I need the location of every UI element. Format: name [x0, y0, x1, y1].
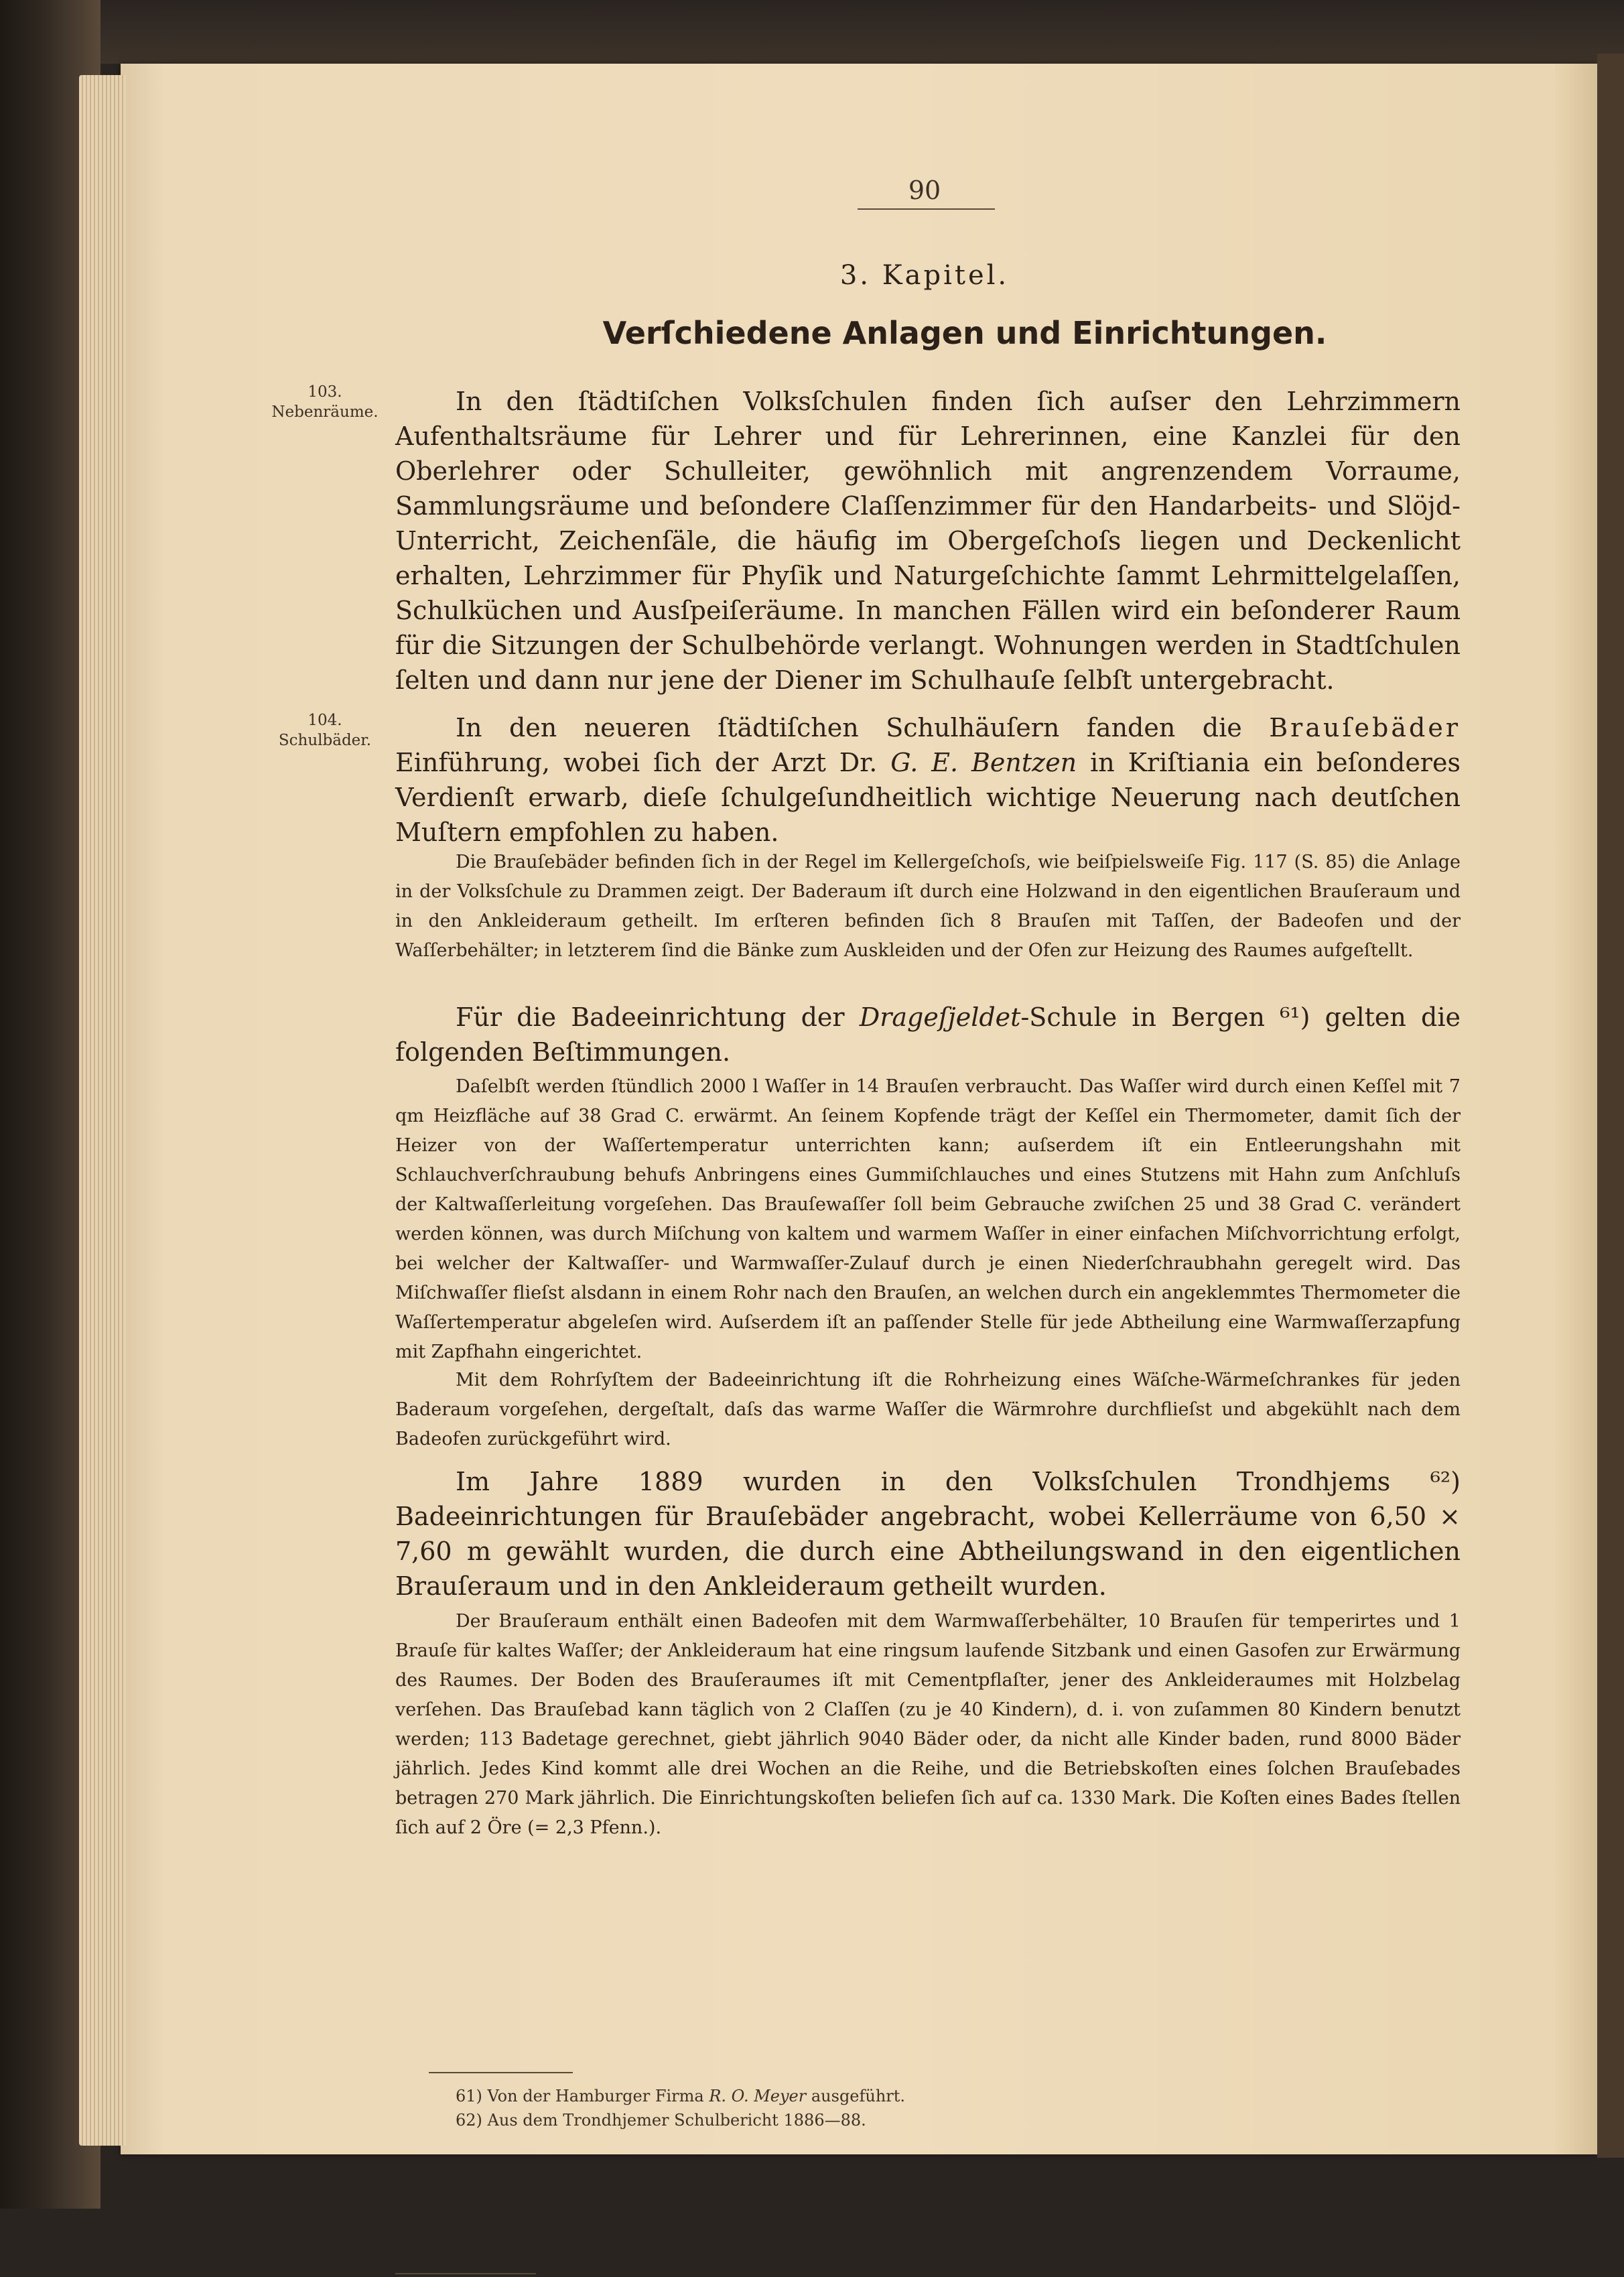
footnote-text: Aus dem Trondhjemer Schulbericht 1886—88.: [487, 2111, 866, 2130]
page-number-rule: [858, 208, 995, 210]
footnote-61: [456, 2084, 1461, 2108]
school-name: Drageſjeldet: [859, 1002, 1021, 1032]
small-paragraph-daselbst: [395, 1072, 1461, 1367]
scan-right-edge: [1597, 54, 1624, 2158]
footnote-rule: [395, 2273, 536, 2274]
scan-top-edge: [0, 0, 1624, 64]
small-paragraph-rohrsystem: [395, 1366, 1461, 1454]
small-text: Der Brauſeraum enthält einen Badeofen mit dem Warmwaſſerbehälter, 10 Brauſen für temperirtes und 1 Brauſe für kaltes Waſſer; der Ankleideraum hat eine ringsum laufende Sitzbank und einen Gasofen zur Erwärmung des Raumes. Der Boden des Brauſeraumes iſt mit Cementpflaſter, jener des Ankleideraumes mit Holzbelag verſehen. Das Brauſebad kann täglich von 2 Claſſen (zu je 40 Kindern), d. i. von zuſammen 80 Kindern benutzt werden; 113 Badetage gerechnet, giebt jährlich 9040 Bäder oder, da nicht alle Kinder baden, rund 8000 Bäder jährlich. Jedes Kind kommt alle drei Wochen an die Reihe, und die Betriebskoſten eines ſolchen Brauſebades betragen 270 Mark jährlich. Die Einrichtungskoſten beliefen ſich auf ca. 1330 Mark. Die Koſten eines Bades ſtellen ſich auf 2 Öre (= 2,3 Pfenn.).: [395, 1611, 1461, 1838]
paragraph-text: -Schule in Bergen ⁶¹) gelten die folgenden Beſtimmungen.: [395, 1002, 1461, 1067]
margin-note-103: [258, 382, 392, 422]
footnote-62: [456, 2108, 1461, 2132]
page-number: 90: [908, 176, 941, 205]
footnote-rule-3090: [429, 2072, 573, 2073]
paragraph-text: Im Jahre 1889 wurden in den Volksſchulen Trondhjems ⁶²) Badeeinrichtungen für Brauſebäder angebracht, wobei Kellerräume von 6,50 × 7,60 m gewählt wurden, die durch eine Abtheilungswand in den eigentlichen Brauſeraum und in den Ankleideraum getheilt wurden.: [395, 1467, 1461, 1601]
margin-note-104: [258, 710, 392, 751]
footnote-mark: 61): [456, 2087, 482, 2105]
small-text: Mit dem Rohrſyſtem der Badeeinrichtung iſt die Rohrheizung eines Wäſche-Wärmeſchrankes für jeden Baderaum vorgeſehen, dergeſtalt, daſs das warme Waſſer die Wärmrohre durchflieſst und abgekühlt nach dem Badeofen zurückgeführt wird.: [395, 1370, 1461, 1449]
emphasis-brausebaeder: Brauſebäder: [1269, 713, 1461, 742]
margin-note-number: 103.: [308, 383, 342, 401]
paragraph-text: Für die Badeeinrichtung der: [456, 1002, 845, 1032]
small-paragraph-brauseraum: [395, 1607, 1461, 1843]
paragraph-text: in Kriſtiania ein beſonderes Verdienſt erwarb, dieſe ſchulgeſundheitlich wichtige Neuerung nach deutſchen Muſtern empfohlen zu haben.: [395, 748, 1461, 847]
person-name: G. E. Bentzen: [890, 748, 1077, 777]
paragraph-text: Einführung, wobei ſich der Arzt Dr.: [395, 748, 878, 777]
small-text: Daſelbſt werden ſtündlich 2000 l Waſſer in 14 Brauſen verbraucht. Das Waſſer wird durch einen Keſſel mit 7 qm Heizfläche auf 38 Grad C. erwärmt. An ſeinem Kopfende trägt der Keſſel ein Thermometer, damit ſich der Heizer von der Waſſertemperatur unterrichten kann; auſserdem iſt ein Entleerungshahn mit Schlauchverſchraubung behufs Anbringens eines Gummiſchlauches und eines Stutzens mit Hahn zum Anſchluſs der Kaltwaſſerleitung vorgeſehen. Das Brauſewaſſer ſoll beim Gebrauche zwiſchen 25 und 38 Grad C. verändert werden können, was durch Miſchung von kaltem und warmem Waſſer in einer einfachen Miſchvorrichtung erfolgt, bei welcher der Kaltwaſſer- und Warmwaſſer-Zulauf durch je einen Niederſchraubhahn geregelt wird. Das Miſchwaſſer flieſst alsdann in einem Rohr nach den Brauſen, an welchen durch ein angeklemmtes Thermometer die Waſſertemperatur abgeleſen wird. Auſserdem iſt an paſſender Stelle für jede Abtheilung eine Warmwaſſerzapfung mit Zapfhahn eingerichtet.: [395, 1076, 1461, 1362]
paragraph-schulbaeder: [395, 710, 1461, 850]
paragraph-trondhjem: [395, 1464, 1461, 1604]
chapter-heading: 3. Kapitel.: [839, 260, 1010, 291]
footnote-company: R. O. Meyer: [709, 2087, 807, 2105]
small-text: Die Brauſebäder befinden ſich in der Regel im Kellergeſchoſs, wie beiſpielsweiſe Fig. 117 (S. 85) die Anlage in der Volksſchule zu Drammen zeigt. Der Baderaum iſt durch eine Holzwand in den eigentlichen Brauſeraum und in den Ankleideraum getheilt. Im erſteren befinden ſich 8 Brauſen mit Taſſen, der Badeofen und der Waſſerbehälter; in letzterem ſind die Bänke zum Auskleiden und der Ofen zur Heizung des Raumes aufgeſtellt.: [395, 852, 1461, 961]
stacked-page-edges: [79, 75, 126, 2146]
small-paragraph-drammen: [395, 848, 1461, 966]
footnote-text: Von der Hamburger Firma: [487, 2087, 704, 2105]
paragraph-bergen: [395, 1000, 1461, 1069]
footnote-mark: 62): [456, 2111, 482, 2130]
margin-note-number: 104.: [308, 712, 342, 729]
paragraph-nebenraeume: [395, 384, 1461, 698]
paragraph-text: In den neueren ſtädtiſchen Schulhäuſern fanden die: [456, 713, 1242, 742]
section-title: Verſchiedene Anlagen und Einrichtungen.: [602, 315, 1327, 351]
margin-note-label: Nebenräume.: [271, 403, 379, 421]
margin-note-label: Schulbäder.: [278, 732, 372, 749]
footnote-text: ausgeführt.: [811, 2087, 906, 2105]
paragraph-text: In den ſtädtiſchen Volksſchulen finden ſich auſser den Lehrzimmern Aufenthaltsräume für Lehrer und für Lehrerinnen, eine Kanzlei für den Oberlehrer oder Schulleiter, gewöhnlich mit angrenzendem Vorraume, Sammlungsräume und beſondere Claſſenzimmer für den Handarbeits- und Slöjd-Unterricht, Zeichenſäle, die häufig im Obergeſchoſs liegen und Deckenlicht erhalten, Lehrzimmer für Phyſik und Naturgeſchichte ſammt Lehrmittelgelaſſen, Schulküchen und Ausſpeiſeräume. In manchen Fällen wird ein beſonderer Raum für die Sitzungen der Schulbehörde verlangt. Wohnungen werden in Stadtſchulen ſelten und dann nur jene der Diener im Schulhauſe ſelbſt untergebracht.: [395, 387, 1461, 695]
